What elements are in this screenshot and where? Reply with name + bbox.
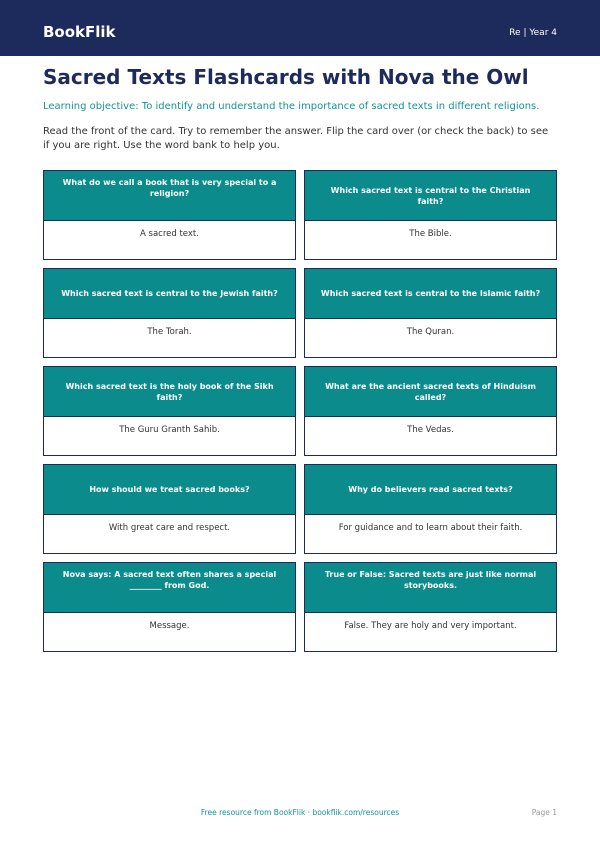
card-front-question: How should we treat sacred books? — [44, 465, 295, 514]
card-front-question: Which sacred text is central to the Jewish faith? — [44, 269, 295, 318]
instructions: Read the front of the card. Try to remember the answer. Flip the card over (or check the back) to see if you are right. Use the word bank to help you. — [43, 126, 549, 151]
card-back-answer: The Bible. — [305, 220, 556, 259]
flashcard — [43, 366, 296, 456]
flashcard — [43, 268, 296, 358]
card-front-question: Which sacred text is central to the Islamic faith? — [305, 269, 556, 318]
flashcard — [304, 562, 557, 652]
flashcard — [304, 366, 557, 456]
card-back-answer: Message. — [44, 612, 295, 651]
card-back-answer: The Vedas. — [305, 416, 556, 455]
page-number: Page 1 — [531, 808, 557, 817]
card-front-question: True or False: Sacred texts are just like normal storybooks. — [305, 563, 556, 612]
header-bar — [0, 0, 600, 56]
card-front-question: Nova says: A sacred text often shares a special ________ from God. — [44, 563, 295, 612]
card-front-question: What do we call a book that is very special to a religion? — [44, 171, 295, 220]
page-title: Sacred Texts Flashcards with Nova the Owl — [43, 65, 529, 89]
footer-credit: Free resource from BookFlik · bookflik.com/resources — [200, 808, 400, 817]
card-back-answer: The Torah. — [44, 318, 295, 357]
flashcard — [43, 170, 296, 260]
flashcard — [304, 464, 557, 554]
card-back-answer: The Guru Granth Sahib. — [44, 416, 295, 455]
card-back-answer: For guidance and to learn about their faith. — [305, 514, 556, 553]
flashcard-grid — [43, 170, 557, 652]
card-front-question: Which sacred text is the holy book of the Sikh faith? — [44, 367, 295, 416]
card-front-question: What are the ancient sacred texts of Hinduism called? — [305, 367, 556, 416]
card-front-question: Why do believers read sacred texts? — [305, 465, 556, 514]
learning-objective: Learning objective: To identify and understand the importance of sacred texts in different religions. — [43, 101, 540, 112]
brand-logo: BookFlik — [43, 23, 116, 41]
flashcard — [43, 464, 296, 554]
card-front-question: Which sacred text is central to the Christian faith? — [305, 171, 556, 220]
flashcard — [43, 562, 296, 652]
flashcard — [304, 268, 557, 358]
card-back-answer: False. They are holy and very important. — [305, 612, 556, 651]
card-back-answer: A sacred text. — [44, 220, 295, 259]
card-back-answer: With great care and respect. — [44, 514, 295, 553]
flashcard — [304, 170, 557, 260]
card-back-answer: The Quran. — [305, 318, 556, 357]
subject-year-label: Re | Year 4 — [509, 28, 557, 38]
